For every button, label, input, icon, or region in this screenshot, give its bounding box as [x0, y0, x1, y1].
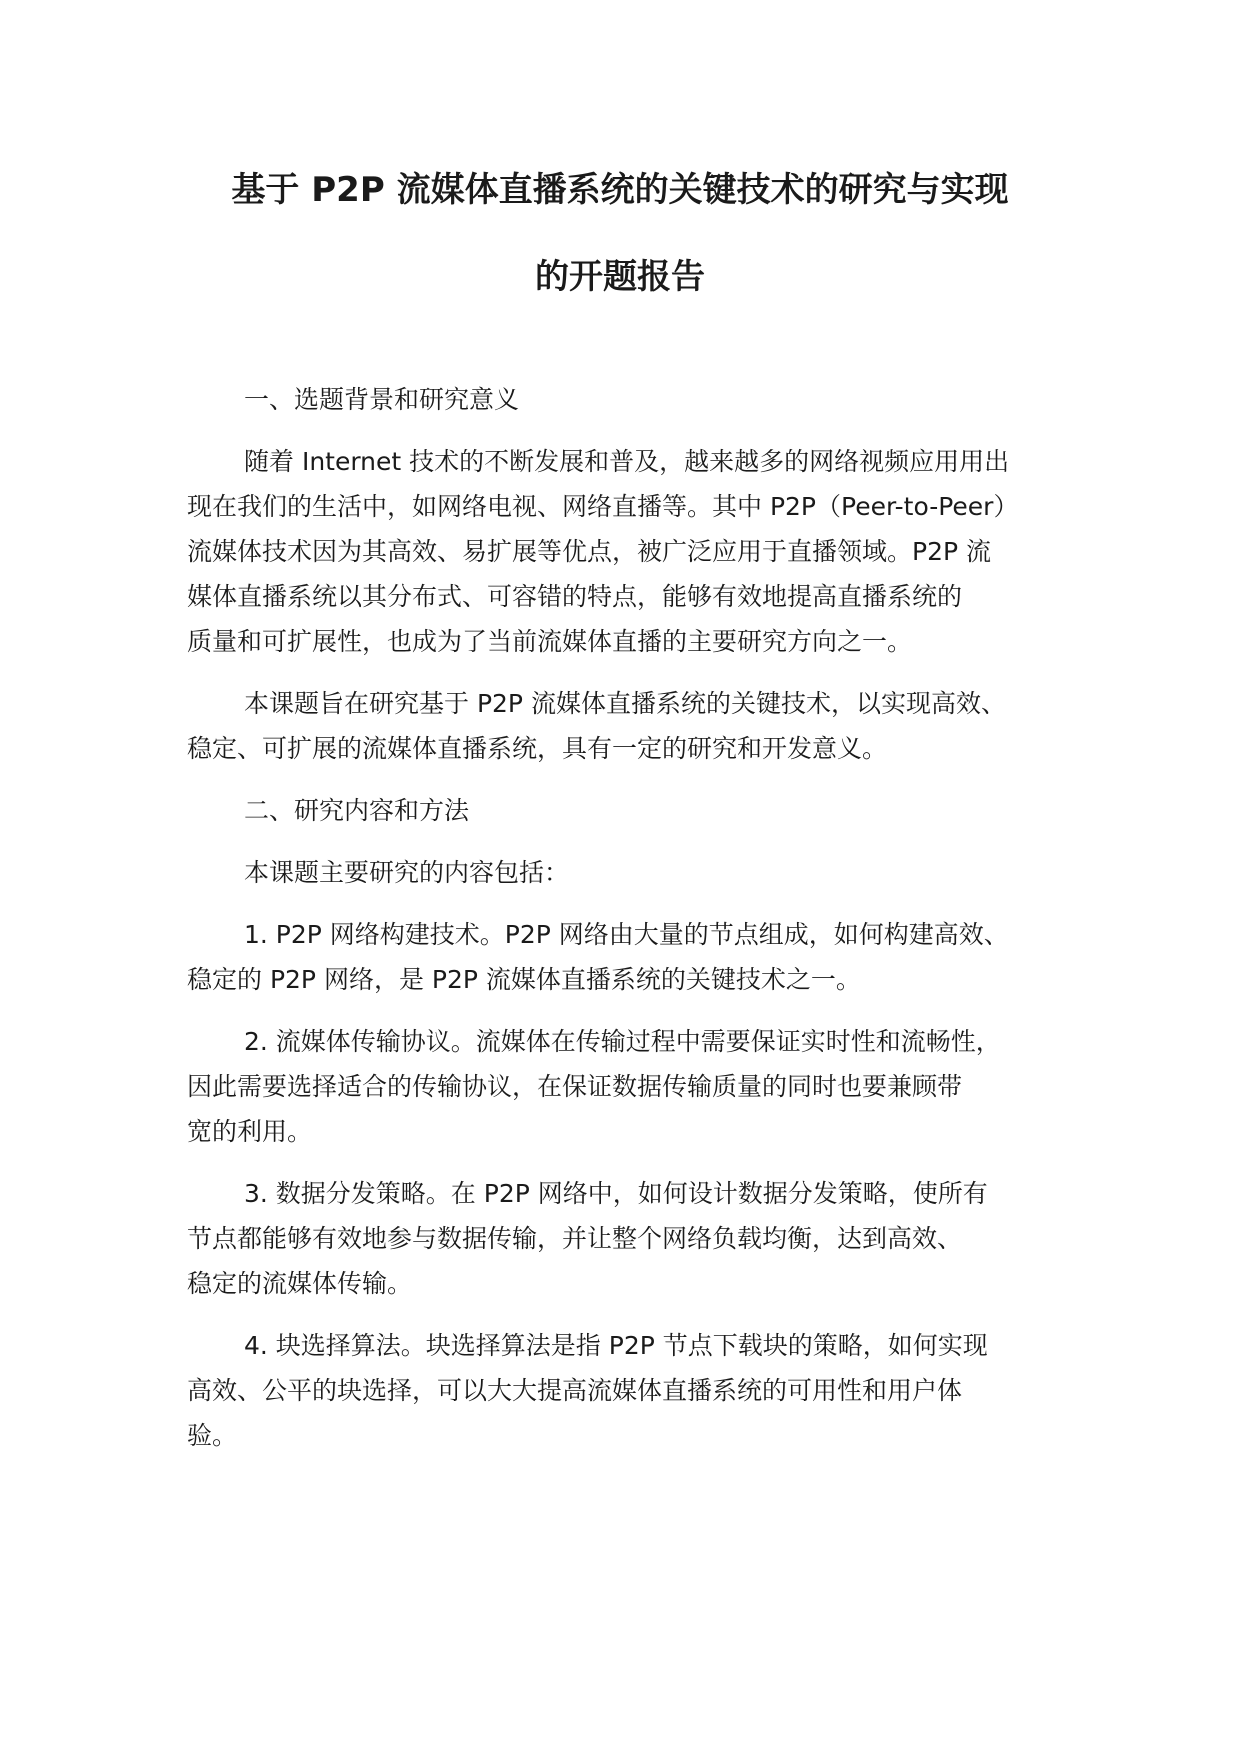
- paragraph-line: 高效、公平的块选择，可以大大提高流媒体直播系统的可用性和用户体: [187, 1376, 963, 1405]
- paragraph-line: 本课题旨在研究基于 P2P 流媒体直播系统的关键技术，以实现高效、: [244, 689, 1006, 718]
- document-body: [187, 377, 1077, 1475]
- paragraph: [187, 439, 1077, 664]
- paragraph-line: 质量和可扩展性，也成为了当前流媒体直播的主要研究方向之一。: [187, 627, 913, 656]
- paragraph-line: 稳定的 P2P 网络，是 P2P 流媒体直播系统的关键技术之一。: [187, 965, 861, 994]
- title-line-1: 基于 P2P 流媒体直播系统的关键技术的研究与实现: [231, 170, 1009, 210]
- paragraph-line: 稳定、可扩展的流媒体直播系统，具有一定的研究和开发意义。: [187, 734, 888, 763]
- paragraph-line: 稳定的流媒体传输。: [187, 1269, 413, 1298]
- paragraph-line: 宽的利用。: [187, 1117, 313, 1146]
- paragraph-line: 现在我们的生活中，如网络电视、网络直播等。其中 P2P（Peer-to-Peer）: [187, 492, 1019, 521]
- paragraph-line: 随着 Internet 技术的不断发展和普及，越来越多的网络视频应用用出: [244, 447, 1010, 476]
- paragraph: [187, 1323, 1077, 1458]
- paragraph-line: 媒体直播系统以其分布式、可容错的特点，能够有效地提高直播系统的: [187, 582, 963, 611]
- paragraph-line: 因此需要选择适合的传输协议，在保证数据传输质量的同时也要兼顾带: [187, 1072, 963, 1101]
- paragraph: [187, 912, 1077, 1002]
- paragraph-line: 节点都能够有效地参与数据传输，并让整个网络负载均衡，达到高效、: [187, 1224, 963, 1253]
- paragraph: [187, 681, 1077, 771]
- paragraph: [187, 1171, 1077, 1306]
- section-heading: 二、研究内容和方法: [244, 796, 470, 825]
- paragraph: [187, 1019, 1077, 1154]
- paragraph-line: 流媒体技术因为其高效、易扩展等优点，被广泛应用于直播领域。P2P 流: [187, 537, 992, 566]
- document-title: [187, 0, 1053, 297]
- paragraph-line: 验。: [187, 1421, 238, 1450]
- section-heading: 一、选题背景和研究意义: [244, 385, 520, 414]
- paragraph-line: 4. 块选择算法。块选择算法是指 P2P 节点下载块的策略，如何实现: [244, 1331, 988, 1360]
- section-heading: 本课题主要研究的内容包括：: [244, 858, 570, 887]
- title-line-2: 的开题报告: [535, 257, 705, 297]
- paragraph-line: 2. 流媒体传输协议。流媒体在传输过程中需要保证实时性和流畅性，: [244, 1027, 1001, 1056]
- paragraph-line: 3. 数据分发策略。在 P2P 网络中，如何设计数据分发策略，使所有: [244, 1179, 988, 1208]
- paragraph-line: 1. P2P 网络构建技术。P2P 网络由大量的节点组成，如何构建高效、: [244, 920, 1009, 949]
